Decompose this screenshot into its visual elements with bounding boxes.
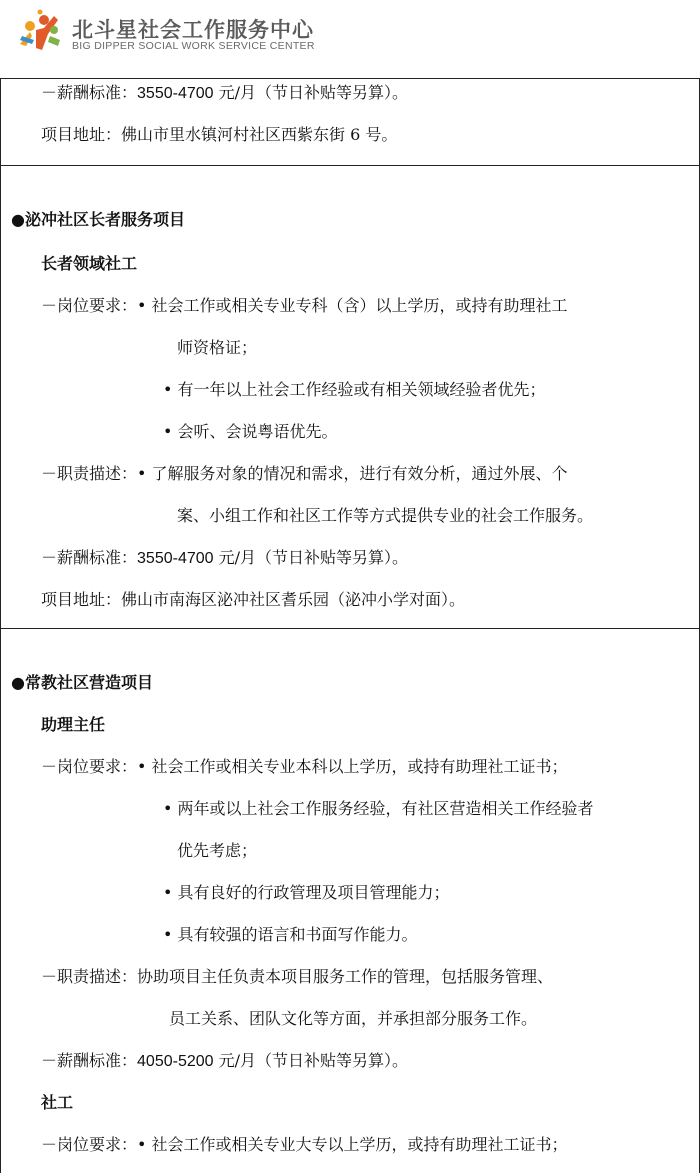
requirement-item: 师资格证； xyxy=(177,338,258,357)
duty-item: • 了解服务对象的情况和需求，进行有效分析，通过外展、个 xyxy=(137,464,568,483)
requirement-item: • 具有较强的语言和书面写作能力。 xyxy=(163,925,418,944)
requirements-label: －岗位要求： xyxy=(41,1135,138,1154)
salary-unit: 元/月（节日补贴等另算）。 xyxy=(218,1051,409,1070)
duties-line xyxy=(1,967,553,987)
duties-label: －职责描述： xyxy=(41,967,138,986)
page-header xyxy=(0,0,700,78)
requirement-item: • 会听、会说粤语优先。 xyxy=(163,422,338,441)
org-name-en: BIG DIPPER SOCIAL WORK SERVICE CENTER xyxy=(72,40,315,52)
requirement-item: • 具有良好的行政管理及项目管理能力； xyxy=(163,883,450,902)
table-row xyxy=(1,79,699,166)
project-address: 项目地址：佛山市南海区泌冲社区耆乐园（泌冲小学对面）。 xyxy=(41,590,466,609)
salary-value: 3550-4700 xyxy=(137,550,214,567)
requirement-item: • 社会工作或相关专业专科（含）以上学历，或持有助理社工 xyxy=(137,296,568,315)
salary-value: 3550-4700 xyxy=(137,85,214,102)
org-name-cn: 北斗星社会工作服务中心 xyxy=(72,18,314,42)
duties-label: －职责描述： xyxy=(41,464,138,483)
salary-label: －薪酬标准： xyxy=(41,83,138,102)
requirement-item: 优先考虑； xyxy=(177,841,258,860)
position-title: 长者领域社工 xyxy=(41,254,138,273)
requirements-line xyxy=(1,757,568,777)
salary-label: －薪酬标准： xyxy=(41,548,138,567)
table-row xyxy=(1,629,699,1173)
position-title: 助理主任 xyxy=(41,715,106,734)
requirement-item: • 社会工作或相关专业大专以上学历，或持有助理社工证书； xyxy=(137,1135,568,1154)
job-table xyxy=(0,78,700,1173)
salary-line xyxy=(1,1051,408,1072)
requirement-item: • 有一年以上社会工作经验或有相关领域经验者优先； xyxy=(163,380,546,399)
project-title: ●泌冲社区长者服务项目 xyxy=(11,210,185,229)
requirements-label: －岗位要求： xyxy=(41,757,138,776)
project-address: 项目地址：佛山市里水镇河村社区西紫东街 6 号。 xyxy=(41,125,398,144)
duty-item: 员工关系、团队文化等方面，并承担部分服务工作。 xyxy=(169,1009,538,1028)
position-title: 社工 xyxy=(41,1093,74,1112)
table-row xyxy=(1,166,699,629)
requirements-label: －岗位要求： xyxy=(41,296,138,315)
requirement-item: • 两年或以上社会工作服务经验，有社区营造相关工作经验者 xyxy=(163,799,594,818)
duties-line xyxy=(1,464,568,484)
salary-line xyxy=(1,548,408,569)
salary-unit: 元/月（节日补贴等另算）。 xyxy=(218,83,409,102)
salary-value: 4050-5200 xyxy=(137,1053,214,1070)
salary-line xyxy=(1,83,408,104)
duty-item: 案、小组工作和社区工作等方式提供专业的社会工作服务。 xyxy=(177,506,594,525)
salary-unit: 元/月（节日补贴等另算）。 xyxy=(218,548,409,567)
duty-item: 协助项目主任负责本项目服务工作的管理，包括服务管理、 xyxy=(137,967,554,986)
requirements-line xyxy=(1,1135,568,1155)
project-title: ●常教社区营造项目 xyxy=(11,673,153,692)
salary-label: －薪酬标准： xyxy=(41,1051,138,1070)
requirement-item: • 社会工作或相关专业本科以上学历，或持有助理社工证书； xyxy=(137,757,568,776)
big-dipper-logo-icon xyxy=(14,6,66,58)
requirements-line xyxy=(1,296,568,316)
